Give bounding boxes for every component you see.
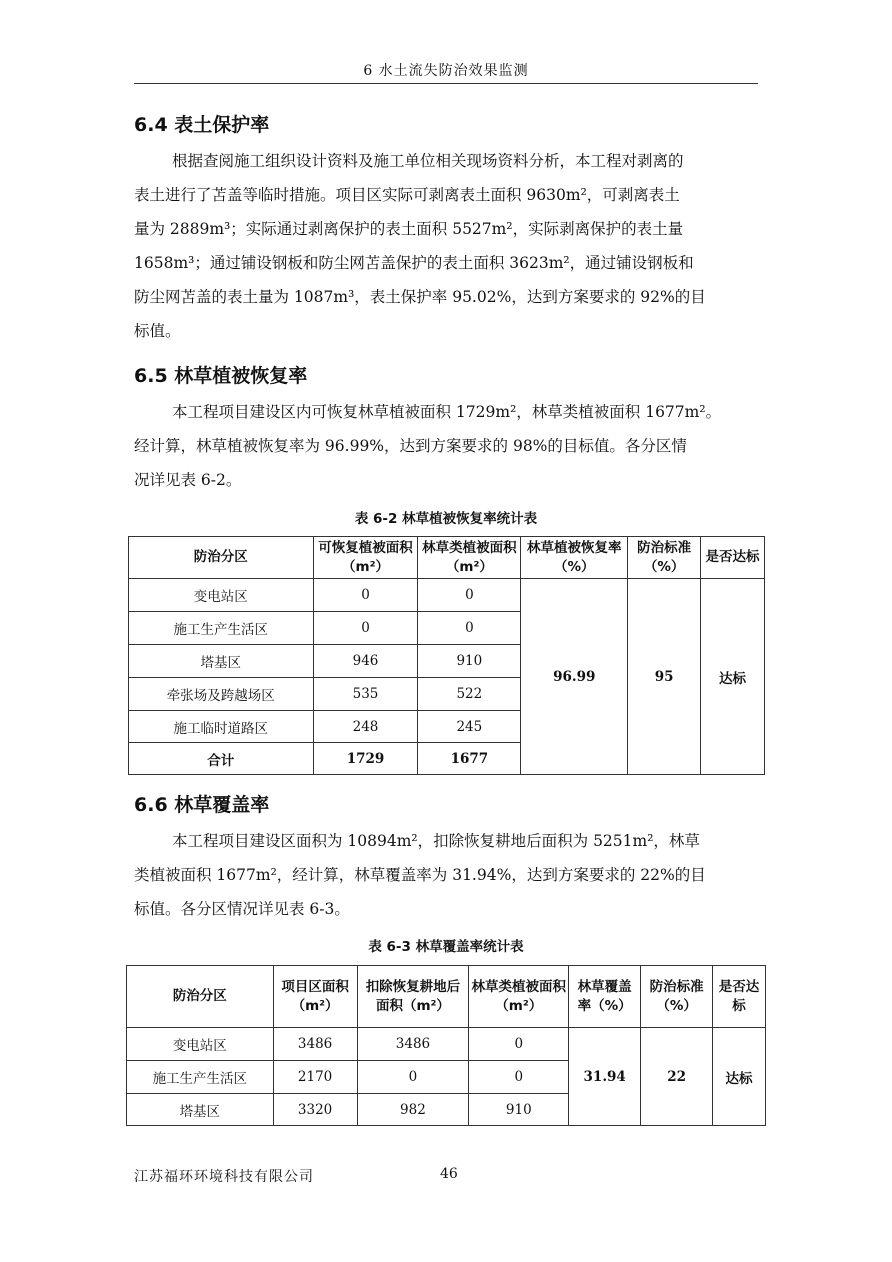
heading-6-6: 6.6 林草覆盖率: [134, 794, 270, 816]
header-cell: 林草类植被面积（m²）: [469, 966, 569, 1028]
header-cell: 可恢复植被面积（m²）: [313, 537, 418, 579]
running-header: 6 水土流失防治效果监测: [363, 63, 529, 79]
value-cell: 535: [313, 678, 418, 711]
value-cell: 3320: [273, 1094, 357, 1126]
zone-cell: 变电站区: [129, 579, 314, 612]
table-6-2-caption: 表 6-2 林草植被恢复率统计表: [354, 511, 538, 527]
zone-cell: 施工生产生活区: [129, 612, 314, 645]
rate-cell: 31.94: [569, 1028, 641, 1126]
header-cell: 是否达标: [701, 537, 765, 579]
para-line: 况详见表 6-2。: [134, 471, 242, 489]
header-cell: 防治分区: [127, 966, 274, 1028]
para-line: 经计算，林草植被恢复率为 96.99%，达到方案要求的 98%的目标值。各分区情: [134, 437, 687, 455]
table-row: [127, 1028, 766, 1061]
header-cell: 防治标准（%）: [628, 537, 701, 579]
header-cell: 林草覆盖率（%）: [569, 966, 641, 1028]
para-line: 防尘网苫盖的表土量为 1087m³，表土保护率 95.02%，达到方案要求的 92%的目: [134, 288, 706, 306]
zone-cell: 塔基区: [127, 1094, 274, 1126]
value-cell: 3486: [357, 1028, 469, 1061]
para-line: 1658m³；通过铺设钢板和防尘网苫盖保护的表土面积 3623m²，通过铺设钢板和: [134, 254, 694, 272]
header-rule: [134, 83, 758, 84]
header-cell: 林草类植被面积（m²）: [418, 537, 521, 579]
table-6-3: [126, 965, 766, 1126]
table-6-3-caption: 表 6-3 林草覆盖率统计表: [368, 939, 524, 955]
total-label-cell: 合计: [129, 743, 314, 775]
value-cell: 0: [469, 1028, 569, 1061]
para-line: 标值。各分区情况详见表 6-3。: [134, 900, 350, 918]
para-line: 本工程项目建设区面积为 10894m²，扣除恢复耕地后面积为 5251m²，林草: [172, 832, 700, 850]
total-value-cell: 1677: [418, 743, 521, 775]
value-cell: 248: [313, 711, 418, 743]
value-cell: 982: [357, 1094, 469, 1126]
para-line: 标值。: [134, 322, 181, 340]
paragraph-6-5: [134, 395, 758, 497]
table-header-row: [127, 966, 766, 1028]
paragraph-6-4: [134, 144, 758, 348]
heading-6-5: 6.5 林草植被恢复率: [134, 365, 308, 387]
paragraph-6-6: [134, 824, 758, 926]
table-6-2: [128, 536, 765, 775]
para-line: 本工程项目建设区内可恢复林草植被面积 1729m²，林草类植被面积 1677m²。: [172, 403, 722, 421]
header-cell: 防治标准（%）: [641, 966, 713, 1028]
zone-cell: 施工生产生活区: [127, 1061, 274, 1094]
header-cell: 是否达标: [713, 966, 766, 1028]
zone-cell: 塔基区: [129, 645, 314, 678]
standard-cell: 95: [628, 579, 701, 775]
rate-cell: 96.99: [521, 579, 628, 775]
value-cell: 910: [469, 1094, 569, 1126]
status-cell: 达标: [701, 579, 765, 775]
value-cell: 0: [357, 1061, 469, 1094]
heading-6-4: 6.4 表土保护率: [134, 114, 270, 136]
total-value-cell: 1729: [313, 743, 418, 775]
value-cell: 0: [313, 612, 418, 645]
value-cell: 2170: [273, 1061, 357, 1094]
para-line: 表土进行了苫盖等临时措施。项目区实际可剥离表土面积 9630m²，可剥离表土: [134, 186, 680, 204]
value-cell: 0: [469, 1061, 569, 1094]
status-cell: 达标: [713, 1028, 766, 1126]
value-cell: 0: [418, 612, 521, 645]
page-number: 46: [440, 1166, 458, 1182]
zone-cell: 牵张场及跨越场区: [129, 678, 314, 711]
para-line: 量为 2889m³；实际通过剥离保护的表土面积 5527m²，实际剥离保护的表土量: [134, 220, 684, 238]
value-cell: 0: [418, 579, 521, 612]
value-cell: 946: [313, 645, 418, 678]
footer-company: 江苏福环环境科技有限公司: [134, 1169, 314, 1185]
value-cell: 245: [418, 711, 521, 743]
para-line: 类植被面积 1677m²，经计算，林草覆盖率为 31.94%，达到方案要求的 22%的目: [134, 866, 706, 884]
value-cell: 910: [418, 645, 521, 678]
para-line: 根据查阅施工组织设计资料及施工单位相关现场资料分析，本工程对剥离的: [172, 152, 684, 170]
value-cell: 522: [418, 678, 521, 711]
zone-cell: 变电站区: [127, 1028, 274, 1061]
value-cell: 3486: [273, 1028, 357, 1061]
table-header-row: [129, 537, 765, 579]
value-cell: 0: [313, 579, 418, 612]
standard-cell: 22: [641, 1028, 713, 1126]
zone-cell: 施工临时道路区: [129, 711, 314, 743]
header-cell: 防治分区: [129, 537, 314, 579]
header-cell: 扣除恢复耕地后面积（m²）: [357, 966, 469, 1028]
table-row: [129, 579, 765, 612]
header-cell: 项目区面积（m²）: [273, 966, 357, 1028]
header-cell: 林草植被恢复率（%）: [521, 537, 628, 579]
